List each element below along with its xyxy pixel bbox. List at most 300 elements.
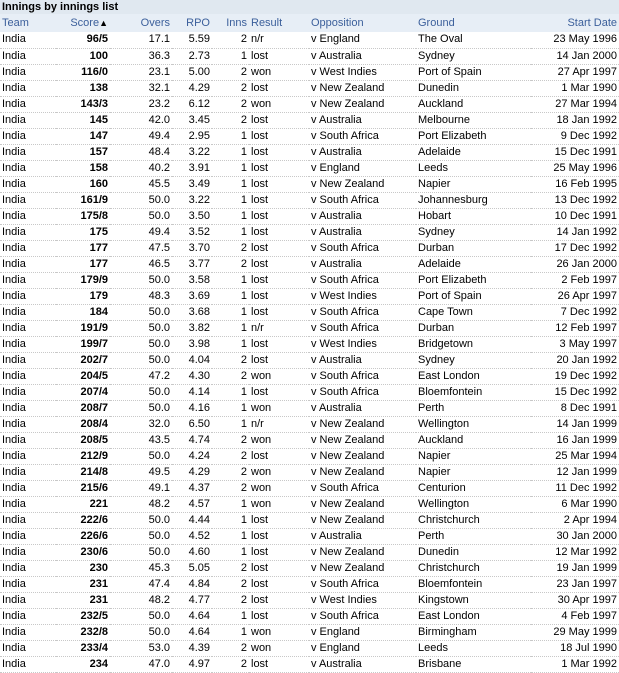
result-cell: won [249, 64, 309, 80]
table-row [0, 304, 619, 320]
start-date-cell: 10 Dec 1991 [531, 208, 619, 224]
start-date-cell: 1 Mar 1992 [531, 656, 619, 672]
ground-cell: Perth [416, 400, 531, 416]
ground-cell: Napier [416, 464, 531, 480]
inns-cell: 1 [212, 320, 249, 336]
ground-cell: Birmingham [416, 624, 531, 640]
score-cell[interactable]: 161/9 [56, 192, 110, 208]
start-date-cell: 19 Dec 1992 [531, 368, 619, 384]
score-cell[interactable]: 143/3 [56, 96, 110, 112]
inns-cell: 2 [212, 448, 249, 464]
table-row [0, 512, 619, 528]
table-row [0, 192, 619, 208]
header-ground[interactable]: Ground [418, 17, 455, 29]
start-date-cell: 16 Jan 1999 [531, 432, 619, 448]
table-row [0, 448, 619, 464]
result-cell: lost [249, 528, 309, 544]
score-cell[interactable]: 158 [56, 160, 110, 176]
rpo-cell: 4.37 [172, 480, 212, 496]
result-cell: n/r [249, 320, 309, 336]
team-cell: India [0, 480, 56, 496]
start-date-cell: 11 Dec 1992 [531, 480, 619, 496]
overs-cell: 49.4 [110, 128, 172, 144]
rpo-cell: 3.22 [172, 144, 212, 160]
inns-cell: 1 [212, 544, 249, 560]
score-cell[interactable]: 231 [56, 592, 110, 608]
opposition-cell: v New Zealand [309, 416, 416, 432]
score-cell[interactable]: 204/5 [56, 368, 110, 384]
start-date-cell: 17 Dec 1992 [531, 240, 619, 256]
start-date-cell: 9 Dec 1992 [531, 128, 619, 144]
start-date-cell: 12 Jan 1999 [531, 464, 619, 480]
table-row [0, 384, 619, 400]
team-cell: India [0, 160, 56, 176]
table-row [0, 160, 619, 176]
result-cell: lost [249, 592, 309, 608]
start-date-cell: 27 Apr 1997 [531, 64, 619, 80]
start-date-cell: 27 Mar 1994 [531, 96, 619, 112]
overs-cell: 49.4 [110, 224, 172, 240]
overs-cell: 47.0 [110, 656, 172, 672]
team-cell: India [0, 80, 56, 96]
inns-cell: 1 [212, 384, 249, 400]
inns-cell: 1 [212, 208, 249, 224]
table-row [0, 640, 619, 656]
score-cell[interactable]: 221 [56, 496, 110, 512]
overs-cell: 50.0 [110, 352, 172, 368]
table-row [0, 464, 619, 480]
start-date-cell: 16 Feb 1995 [531, 176, 619, 192]
opposition-cell: v West Indies [309, 336, 416, 352]
inns-cell: 1 [212, 608, 249, 624]
table-row [0, 416, 619, 432]
opposition-cell: v Australia [309, 528, 416, 544]
opposition-cell: v England [309, 160, 416, 176]
score-cell[interactable]: 212/9 [56, 448, 110, 464]
rpo-cell: 4.60 [172, 544, 212, 560]
score-cell[interactable]: 96/5 [56, 32, 110, 48]
ground-cell: Centurion [416, 480, 531, 496]
overs-cell: 50.0 [110, 192, 172, 208]
overs-cell: 46.5 [110, 256, 172, 272]
result-cell: lost [249, 608, 309, 624]
ground-cell: Bridgetown [416, 336, 531, 352]
ground-cell: Sydney [416, 48, 531, 64]
ground-cell: Adelaide [416, 256, 531, 272]
table-row [0, 576, 619, 592]
sort-ascending-icon: ▲ [99, 18, 108, 28]
rpo-cell: 4.29 [172, 80, 212, 96]
rpo-cell: 4.30 [172, 368, 212, 384]
team-cell: India [0, 544, 56, 560]
inns-cell: 2 [212, 32, 249, 48]
table-row [0, 240, 619, 256]
ground-cell: Christchurch [416, 512, 531, 528]
score-cell[interactable]: 231 [56, 576, 110, 592]
inns-cell: 2 [212, 240, 249, 256]
team-cell: India [0, 464, 56, 480]
result-cell: lost [249, 144, 309, 160]
table-row [0, 208, 619, 224]
rpo-cell: 4.57 [172, 496, 212, 512]
overs-cell: 17.1 [110, 32, 172, 48]
team-cell: India [0, 128, 56, 144]
result-cell: lost [249, 544, 309, 560]
team-cell: India [0, 192, 56, 208]
inns-cell: 2 [212, 80, 249, 96]
result-cell: lost [249, 256, 309, 272]
score-cell[interactable]: 233/4 [56, 640, 110, 656]
ground-cell: Perth [416, 528, 531, 544]
result-cell: lost [249, 160, 309, 176]
opposition-cell: v South Africa [309, 320, 416, 336]
overs-cell: 50.0 [110, 544, 172, 560]
start-date-cell: 23 May 1996 [531, 32, 619, 48]
rpo-cell: 2.95 [172, 128, 212, 144]
team-cell: India [0, 560, 56, 576]
inns-cell: 2 [212, 352, 249, 368]
table-row [0, 592, 619, 608]
team-cell: India [0, 32, 56, 48]
opposition-cell: v South Africa [309, 192, 416, 208]
result-cell: won [249, 464, 309, 480]
table-row [0, 608, 619, 624]
score-cell[interactable]: 208/4 [56, 416, 110, 432]
team-cell: India [0, 592, 56, 608]
table-row [0, 400, 619, 416]
overs-cell: 48.3 [110, 288, 172, 304]
inns-cell: 1 [212, 400, 249, 416]
score-cell[interactable]: 191/9 [56, 320, 110, 336]
innings-table [0, 14, 619, 673]
overs-cell: 47.2 [110, 368, 172, 384]
overs-cell: 45.3 [110, 560, 172, 576]
result-cell: lost [249, 352, 309, 368]
overs-cell: 49.1 [110, 480, 172, 496]
inns-cell: 1 [212, 624, 249, 640]
ground-cell: Port Elizabeth [416, 272, 531, 288]
ground-cell: Johannesburg [416, 192, 531, 208]
ground-cell: Port of Spain [416, 288, 531, 304]
rpo-cell: 4.77 [172, 592, 212, 608]
rpo-cell: 3.91 [172, 160, 212, 176]
inns-cell: 1 [212, 160, 249, 176]
opposition-cell: v South Africa [309, 384, 416, 400]
table-row [0, 432, 619, 448]
rpo-cell: 3.77 [172, 256, 212, 272]
start-date-cell: 30 Jan 2000 [531, 528, 619, 544]
start-date-cell: 15 Dec 1991 [531, 144, 619, 160]
inns-cell: 1 [212, 416, 249, 432]
table-row [0, 96, 619, 112]
team-cell: India [0, 304, 56, 320]
score-cell[interactable]: 232/8 [56, 624, 110, 640]
rpo-cell: 4.64 [172, 608, 212, 624]
opposition-cell: v Australia [309, 656, 416, 672]
table-row [0, 80, 619, 96]
inns-cell: 1 [212, 336, 249, 352]
opposition-cell: v New Zealand [309, 464, 416, 480]
overs-cell: 32.0 [110, 416, 172, 432]
table-row [0, 256, 619, 272]
score-cell[interactable]: 202/7 [56, 352, 110, 368]
overs-cell: 49.5 [110, 464, 172, 480]
team-cell: India [0, 528, 56, 544]
ground-cell: Wellington [416, 496, 531, 512]
result-cell: lost [249, 80, 309, 96]
rpo-cell: 3.82 [172, 320, 212, 336]
team-cell: India [0, 288, 56, 304]
score-cell[interactable]: 230 [56, 560, 110, 576]
inns-cell: 2 [212, 112, 249, 128]
score-cell[interactable]: 100 [56, 48, 110, 64]
rpo-cell: 4.24 [172, 448, 212, 464]
score-cell[interactable]: 138 [56, 80, 110, 96]
ground-cell: Kingstown [416, 592, 531, 608]
start-date-cell: 2 Feb 1997 [531, 272, 619, 288]
rpo-cell: 3.22 [172, 192, 212, 208]
table-row [0, 624, 619, 640]
score-cell[interactable]: 230/6 [56, 544, 110, 560]
score-cell[interactable]: 179 [56, 288, 110, 304]
start-date-cell: 6 Mar 1990 [531, 496, 619, 512]
inns-cell: 2 [212, 368, 249, 384]
ground-cell: Melbourne [416, 112, 531, 128]
rpo-cell: 5.05 [172, 560, 212, 576]
opposition-cell: v New Zealand [309, 432, 416, 448]
ground-cell: Port Elizabeth [416, 128, 531, 144]
result-cell: lost [249, 560, 309, 576]
overs-cell: 50.0 [110, 208, 172, 224]
table-row [0, 320, 619, 336]
ground-cell: East London [416, 368, 531, 384]
score-cell[interactable]: 160 [56, 176, 110, 192]
opposition-cell: v New Zealand [309, 496, 416, 512]
start-date-cell: 14 Jan 1999 [531, 416, 619, 432]
score-cell[interactable]: 215/6 [56, 480, 110, 496]
rpo-cell: 4.39 [172, 640, 212, 656]
team-cell: India [0, 352, 56, 368]
start-date-cell: 18 Jan 1992 [531, 112, 619, 128]
inns-cell: 1 [212, 528, 249, 544]
table-row [0, 224, 619, 240]
overs-cell: 50.0 [110, 624, 172, 640]
score-cell[interactable]: 184 [56, 304, 110, 320]
start-date-cell: 18 Jul 1990 [531, 640, 619, 656]
start-date-cell: 2 Apr 1994 [531, 512, 619, 528]
header-rpo[interactable]: RPO [186, 17, 210, 29]
score-cell[interactable]: 177 [56, 256, 110, 272]
header-opposition[interactable]: Opposition [311, 17, 364, 29]
header-overs[interactable]: Overs [140, 17, 170, 29]
result-cell: lost [249, 448, 309, 464]
result-cell: lost [249, 272, 309, 288]
ground-cell: Bloemfontein [416, 384, 531, 400]
team-cell: India [0, 432, 56, 448]
start-date-cell: 30 Apr 1997 [531, 592, 619, 608]
opposition-cell: v England [309, 32, 416, 48]
table-row [0, 528, 619, 544]
table-row [0, 272, 619, 288]
score-cell[interactable]: 157 [56, 144, 110, 160]
score-cell[interactable]: 179/9 [56, 272, 110, 288]
result-cell: won [249, 496, 309, 512]
result-cell: lost [249, 656, 309, 672]
opposition-cell: v Australia [309, 224, 416, 240]
overs-cell: 50.0 [110, 384, 172, 400]
ground-cell: East London [416, 608, 531, 624]
table-row [0, 544, 619, 560]
ground-cell: The Oval [416, 32, 531, 48]
result-cell: lost [249, 224, 309, 240]
overs-cell: 48.2 [110, 592, 172, 608]
team-cell: India [0, 96, 56, 112]
opposition-cell: v West Indies [309, 592, 416, 608]
table-row [0, 352, 619, 368]
score-cell[interactable]: 147 [56, 128, 110, 144]
ground-cell: Leeds [416, 640, 531, 656]
table-row [0, 480, 619, 496]
opposition-cell: v South Africa [309, 128, 416, 144]
header-team[interactable]: Team [2, 17, 29, 29]
table-row [0, 336, 619, 352]
team-cell: India [0, 240, 56, 256]
result-cell: won [249, 624, 309, 640]
team-cell: India [0, 208, 56, 224]
overs-cell: 32.1 [110, 80, 172, 96]
rpo-cell: 4.84 [172, 576, 212, 592]
score-cell[interactable]: 214/8 [56, 464, 110, 480]
overs-cell: 50.0 [110, 400, 172, 416]
table-title: Innings by innings list [0, 0, 619, 14]
rpo-cell: 6.12 [172, 96, 212, 112]
score-cell[interactable]: 234 [56, 656, 110, 672]
overs-cell: 23.2 [110, 96, 172, 112]
inns-cell: 1 [212, 272, 249, 288]
inns-cell: 1 [212, 192, 249, 208]
rpo-cell: 3.49 [172, 176, 212, 192]
opposition-cell: v New Zealand [309, 96, 416, 112]
result-cell: lost [249, 384, 309, 400]
score-cell[interactable]: 222/6 [56, 512, 110, 528]
score-cell[interactable]: 175/8 [56, 208, 110, 224]
overs-cell: 48.2 [110, 496, 172, 512]
table-row [0, 288, 619, 304]
header-row [0, 14, 619, 32]
rpo-cell: 3.68 [172, 304, 212, 320]
table-row [0, 368, 619, 384]
table-row [0, 144, 619, 160]
overs-cell: 53.0 [110, 640, 172, 656]
opposition-cell: v South Africa [309, 272, 416, 288]
score-cell[interactable]: 116/0 [56, 64, 110, 80]
score-cell[interactable]: 175 [56, 224, 110, 240]
team-cell: India [0, 224, 56, 240]
result-cell: won [249, 640, 309, 656]
team-cell: India [0, 640, 56, 656]
inns-cell: 2 [212, 576, 249, 592]
score-cell[interactable]: 232/5 [56, 608, 110, 624]
team-cell: India [0, 256, 56, 272]
result-cell: won [249, 480, 309, 496]
opposition-cell: v West Indies [309, 64, 416, 80]
inns-cell: 1 [212, 224, 249, 240]
opposition-cell: v Australia [309, 256, 416, 272]
score-cell[interactable]: 208/5 [56, 432, 110, 448]
start-date-cell: 3 May 1997 [531, 336, 619, 352]
team-cell: India [0, 624, 56, 640]
inns-cell: 1 [212, 128, 249, 144]
ground-cell: Port of Spain [416, 64, 531, 80]
overs-cell: 42.0 [110, 112, 172, 128]
rpo-cell: 4.64 [172, 624, 212, 640]
opposition-cell: v New Zealand [309, 560, 416, 576]
start-date-cell: 26 Jan 2000 [531, 256, 619, 272]
score-cell[interactable]: 199/7 [56, 336, 110, 352]
result-cell: lost [249, 304, 309, 320]
score-cell[interactable]: 208/7 [56, 400, 110, 416]
inns-cell: 2 [212, 464, 249, 480]
start-date-cell: 15 Dec 1992 [531, 384, 619, 400]
opposition-cell: v South Africa [309, 240, 416, 256]
rpo-cell: 3.58 [172, 272, 212, 288]
inns-cell: 2 [212, 480, 249, 496]
table-row [0, 32, 619, 48]
opposition-cell: v New Zealand [309, 176, 416, 192]
team-cell: India [0, 368, 56, 384]
inns-cell: 2 [212, 96, 249, 112]
overs-cell: 50.0 [110, 320, 172, 336]
start-date-cell: 13 Dec 1992 [531, 192, 619, 208]
start-date-cell: 12 Mar 1992 [531, 544, 619, 560]
rpo-cell: 4.16 [172, 400, 212, 416]
inns-cell: 1 [212, 48, 249, 64]
start-date-cell: 8 Dec 1991 [531, 400, 619, 416]
inns-cell: 2 [212, 640, 249, 656]
score-cell[interactable]: 207/4 [56, 384, 110, 400]
team-cell: India [0, 64, 56, 80]
result-cell: lost [249, 512, 309, 528]
table-row [0, 560, 619, 576]
result-cell: lost [249, 336, 309, 352]
result-cell: won [249, 96, 309, 112]
result-cell: won [249, 400, 309, 416]
result-cell: lost [249, 208, 309, 224]
team-cell: India [0, 320, 56, 336]
ground-cell: Brisbane [416, 656, 531, 672]
team-cell: India [0, 176, 56, 192]
score-cell[interactable]: 226/6 [56, 528, 110, 544]
team-cell: India [0, 48, 56, 64]
inns-cell: 2 [212, 592, 249, 608]
rpo-cell: 5.59 [172, 32, 212, 48]
header-start-date[interactable]: Start Date [567, 17, 617, 29]
rpo-cell: 4.14 [172, 384, 212, 400]
rpo-cell: 4.44 [172, 512, 212, 528]
score-cell[interactable]: 177 [56, 240, 110, 256]
result-cell: lost [249, 192, 309, 208]
overs-cell: 47.5 [110, 240, 172, 256]
header-inns[interactable]: Inns [226, 17, 247, 29]
inns-cell: 1 [212, 304, 249, 320]
header-score[interactable] [56, 14, 110, 32]
header-result[interactable]: Result [251, 17, 283, 29]
start-date-cell: 1 Mar 1990 [531, 80, 619, 96]
table-row [0, 176, 619, 192]
result-cell: lost [249, 48, 309, 64]
ground-cell: Sydney [416, 224, 531, 240]
score-cell[interactable]: 145 [56, 112, 110, 128]
